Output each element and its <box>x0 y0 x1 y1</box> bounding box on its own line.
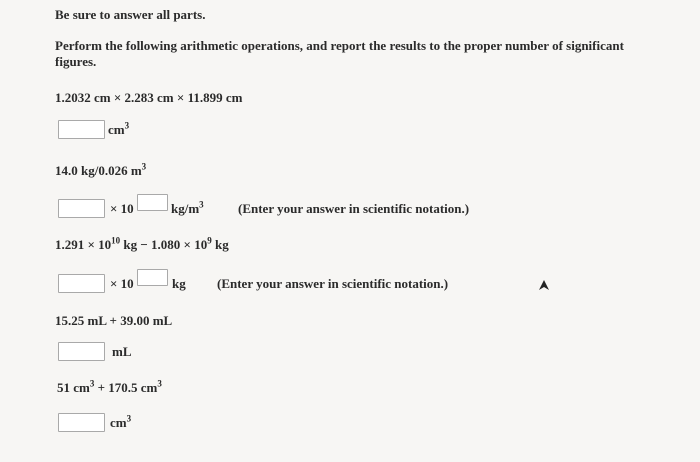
question-1-expression <box>55 90 242 106</box>
q1-unit: $cm^3$ <box>108 120 130 137</box>
q3-unit: kg <box>172 276 186 291</box>
q2-coefficient-input[interactable] <box>58 199 105 218</box>
q2-scientific-note: (Enter your answer in scientific notation.) <box>238 201 470 216</box>
q3-scientific-note: (Enter your answer in scientific notation.) <box>217 276 449 291</box>
q4-unit: mL <box>112 344 132 359</box>
mouse-cursor-icon <box>538 279 550 291</box>
question-5-expression: 51 $cm^3 + 170.5$ $cm^3$ <box>57 378 162 395</box>
q3-exponent-input[interactable] <box>137 269 168 286</box>
q5-unit: $cm^3$ <box>110 413 132 430</box>
instruction-text: Be sure to answer all parts. <box>55 7 206 22</box>
q1-factor-a: 1.2032 cm <box>55 90 111 105</box>
q1-times-1: × <box>113 90 122 105</box>
question-4-expression: 15.25 mL + 39.00 mL <box>55 313 173 328</box>
q4-answer-input[interactable] <box>58 342 105 361</box>
q1-factor-c: 11.899 cm <box>187 90 243 105</box>
q3-coefficient-input[interactable] <box>58 274 105 293</box>
q5-answer-input[interactable] <box>58 413 105 432</box>
question-2-expression: 14.0 kg/0.026 $m^3$ <box>55 161 147 178</box>
q2-unit: $kg/m^3$ <box>171 199 204 216</box>
prompt-text-line2: figures. <box>55 54 97 69</box>
q3-times-ten: × 10 <box>110 276 134 291</box>
q2-exponent-input[interactable] <box>137 194 168 211</box>
q1-answer-input[interactable] <box>58 120 105 139</box>
q2-times-ten: × 10 <box>110 201 134 216</box>
q1-times-2: × <box>176 90 185 105</box>
question-3-expression: $1.291 \times 10^{10}$ kg − $1.080 \times 10^9$ kg <box>55 235 229 252</box>
q1-factor-b: 2.283 cm <box>124 90 174 105</box>
prompt-text-line1: Perform the following arithmetic operations, and report the results to the proper number of significant <box>55 38 624 53</box>
